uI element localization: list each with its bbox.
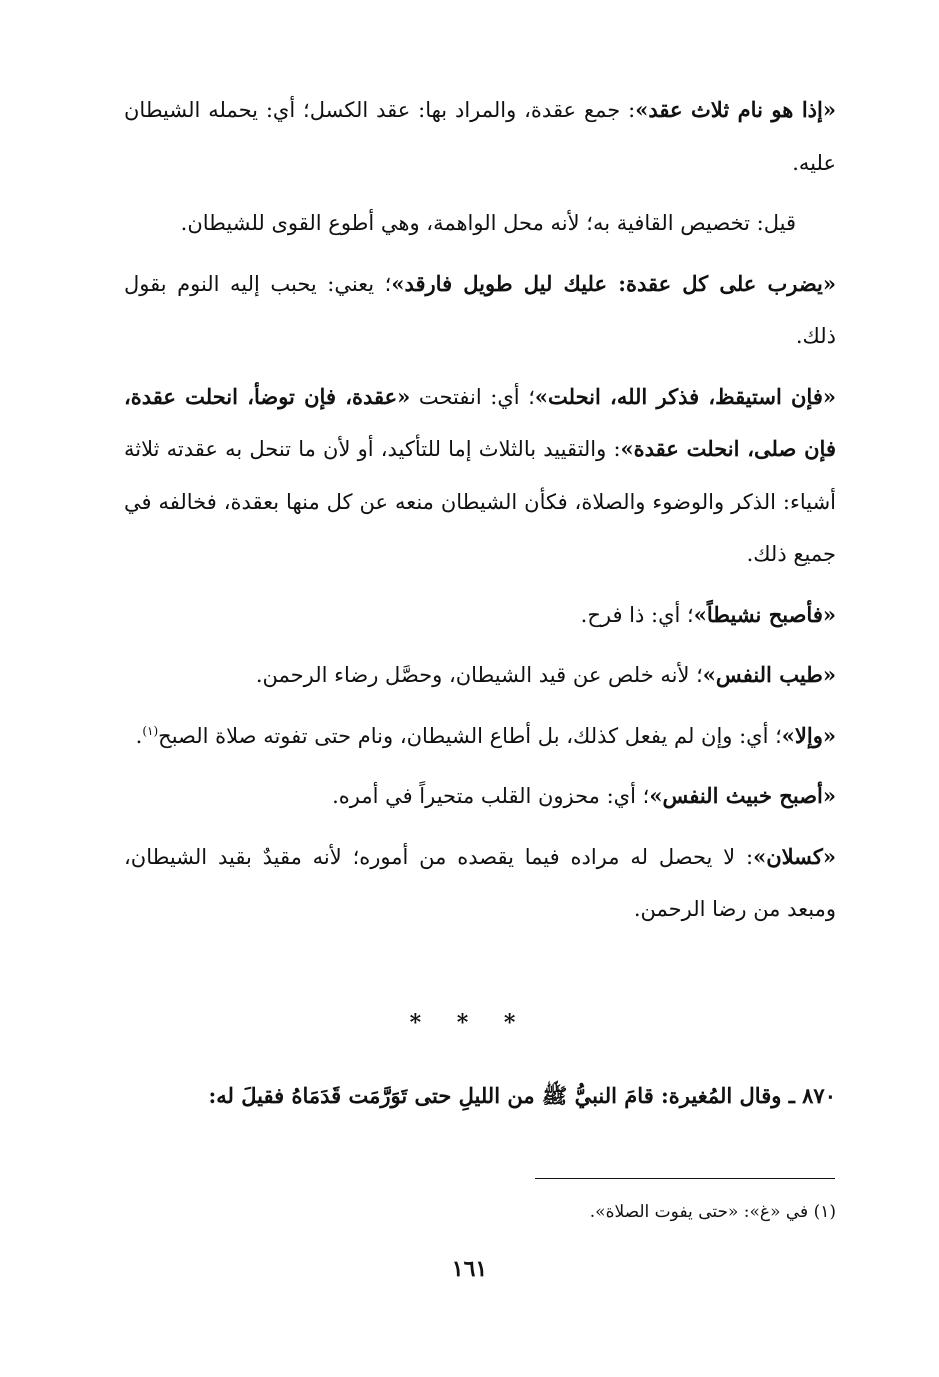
paragraph-1: «إذا هو نام ثلاث عقد»: جمع عقدة، والمراد بها: عقد الكسل؛ أي: يحمله الشيطان عليه. [124, 97, 836, 175]
hadith-heading: ٨٧٠ ـ وقال المُغيرة: قامَ النبيُّ ﷺ من الليلِ حتى تَوَرَّمَت قَدَمَاهُ فقيلَ له: [208, 1083, 836, 1108]
paragraph-6: «طيب النفس»؛ لأنه خلص عن قيد الشيطان، وحصَّل رضاء الرحمن. [255, 662, 836, 687]
footnote-marker: (١) [142, 723, 159, 738]
footnote: (١) في «غ»: «حتى يفوت الصلاة». [589, 1202, 836, 1222]
commentary-body [124, 84, 836, 944]
paragraph-4: «فإن استيقظ، فذكر الله، انحلت»؛ أي: انفتحت «عقدة، فإن توضأ، انحلت عقدة، فإن صلى، انحلت عقدة»: والتقييد بالثلاث إما للتأكيد، أو لأن ما تنحل به عقدته ثلاثة أشياء: الذكر والوضوء والصلاة، فكأن الشيطان منعه عن كل منها بعقدة، فخالفه في جميع ذلك. [124, 383, 836, 566]
footnote-divider [535, 1178, 835, 1179]
paragraph-3: «يضرب على كل عقدة: عليك ليل طويل فارقد»؛ يعني: يحبب إليه النوم بقول ذلك. [124, 270, 837, 348]
paragraph-2: قيل: تخصيص القافية به؛ لأنه محل الواهمة، وهي أطوع القوى للشيطان. [180, 211, 796, 235]
paragraph-9: «كسلان»: لا يحصل له مراده فيما يقصده من أموره؛ لأنه مقيدٌ بقيد الشيطان، ومبعد من رضا الرحمن. [124, 843, 836, 921]
paragraph-5: «فأصبح نشيطاً»؛ أي: ذا فرح. [580, 601, 836, 627]
section-separator: * * * [409, 1010, 530, 1036]
page-number: ١٦١ [451, 1256, 488, 1282]
paragraph-8: «أصبح خبيث النفس»؛ أي: محزون القلب متحيراً في أمره. [332, 783, 836, 808]
paragraph-7: «وإلا»؛ أي: وإن لم يفعل كذلك، بل أطاع الشيطان، ونام حتى تفوته صلاة الصبح$^{(١)}$. [135, 722, 836, 748]
